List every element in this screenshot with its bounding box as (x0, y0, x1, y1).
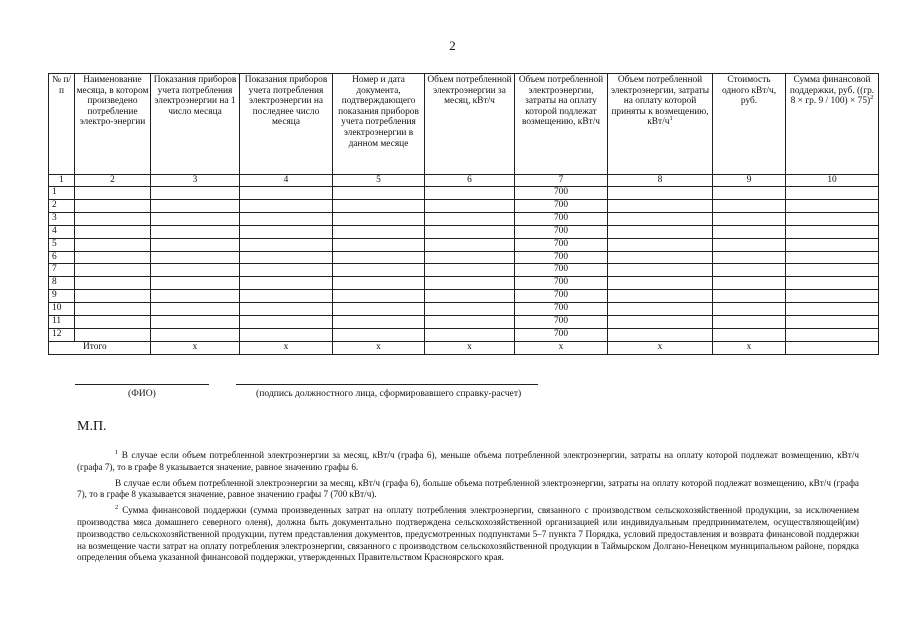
footnote-ref: 1 (669, 115, 673, 123)
page-number: 2 (449, 38, 456, 53)
footnote-1-continued: В случае если объем потребленной электроэнергии за месяц, кВт/ч (графа 6), больше объема потребленной электроэнергии, затраты на оплату которой подлежат возмещению, кВт/ч (графа 7), то в графе 8 указывается значение, равное значению графы 7 (700 кВт/ч). (77, 477, 859, 500)
row-number: 8 (49, 277, 75, 290)
cell-reimbursable: 700 (515, 277, 608, 290)
header-cell: Стоимость одного кВт/ч, руб. (713, 74, 786, 175)
table-row (49, 225, 879, 238)
row-number: 5 (49, 238, 75, 251)
row-number: 2 (49, 199, 75, 212)
total-label: Итого (49, 341, 151, 354)
row-number: 4 (49, 225, 75, 238)
row-number: 1 (49, 187, 75, 200)
table-row (49, 328, 879, 341)
table-row (49, 303, 879, 316)
report-table (48, 73, 879, 355)
header-cell: Показания приборов учета потребления электроэнергии на последнее число месяца (240, 74, 333, 175)
row-number: 7 (49, 264, 75, 277)
column-number: 1 (49, 175, 75, 187)
total-cell: x (151, 341, 240, 354)
total-cell (786, 341, 879, 354)
table-body (49, 175, 879, 355)
cell-reimbursable: 700 (515, 238, 608, 251)
total-cell: x (713, 341, 786, 354)
official-signature-line (236, 384, 538, 385)
header-cell: Показания приборов учета потребления электроэнергии на 1 число месяца (151, 74, 240, 175)
column-number: 7 (515, 175, 608, 187)
row-number: 9 (49, 290, 75, 303)
fio-signature-line (75, 384, 209, 385)
column-number: 9 (713, 175, 786, 187)
column-number: 4 (240, 175, 333, 187)
footnote-1: $^1$ В случае если объем потребленной электроэнергии за месяц, кВт/ч (графа 6), меньше объема потребленной электроэнергии, затраты на оплату которой подлежат возмещению, кВт/ч (графа 7), то в графе 8 указывается значение, равное значению графы 6. (77, 448, 859, 472)
total-cell: x (425, 341, 515, 354)
cell-reimbursable: 700 (515, 328, 608, 341)
column-number: 10 (786, 175, 879, 187)
header-cell: № п/п (49, 74, 75, 175)
cell-reimbursable: 700 (515, 264, 608, 277)
total-cell: x (240, 341, 333, 354)
footnote-mark: 2 (115, 504, 119, 512)
cell-reimbursable: 700 (515, 316, 608, 329)
column-number: 3 (151, 175, 240, 187)
row-number: 3 (49, 212, 75, 225)
total-cell: x (515, 341, 608, 354)
fio-label: (ФИО) (128, 388, 156, 399)
column-number: 2 (75, 175, 151, 187)
footnotes (77, 450, 859, 568)
row-number: 11 (49, 316, 75, 329)
total-row (49, 341, 879, 354)
row-number: 12 (49, 328, 75, 341)
header-cell: Сумма финансовой поддержки, руб. ((гр. 8 × гр. 9 / 100) × 75)$^2$ (786, 74, 879, 175)
footnote-2: $^2$ Сумма финансовой поддержки (сумма произведенных затрат на оплату потребления электроэнергии, связанного с производством сельскохозяйственной продукции, за исключением производства мяса домашнего северного оленя), должна быть документально подтверждена сельскохозяйственной организацией или индивидуальным предпринимателем, осуществляющей(им) производство сельскохозяйственной продукции, путем представления документов, предусмотренных подпунктами 5–7 пункта 7 Порядка, условий предоставления и возврата финансовой поддержки на возмещение части затрат на оплату потребления электроэнергии, связанного с производством сельскохозяйственной продукции в Таймырском Долгано-Ненецком муниципальном районе, порядка определения объема указанной финансовой поддержки, утвержденных Правительством Красноярского края. (77, 504, 860, 563)
table-row (49, 251, 879, 264)
cell-reimbursable: 700 (515, 199, 608, 212)
total-cell: x (333, 341, 425, 354)
header-cell: Объем потребленной электроэнергии, затраты на оплату которой приняты к возмещению, кВт/$ч^1$ (608, 74, 713, 175)
header-cell: Объем потребленной электроэнергии, затраты на оплату которой подлежат возмещению, кВт/ч (515, 74, 608, 175)
header-cell: Объем потребленной электроэнергии за месяц, кВт/ч (425, 74, 515, 175)
cell-reimbursable: 700 (515, 212, 608, 225)
column-number: 6 (425, 175, 515, 187)
header-cell: Наименование месяца, в котором произведено потребление электро-энергии (75, 74, 151, 175)
table-row (49, 187, 879, 200)
table-row (49, 277, 879, 290)
stamp-label: М.П. (77, 419, 107, 434)
header-cell: Номер и дата документа, подтверждающего показания приборов учета потребления электроэнергии в данном месяце (333, 74, 425, 175)
table-row (49, 264, 879, 277)
signature-label: (подпись должностного лица, сформировавшего справку-расчет) (256, 388, 522, 399)
table-row (49, 290, 879, 303)
table-row (49, 238, 879, 251)
column-number-row (49, 175, 879, 187)
cell-reimbursable: 700 (515, 187, 608, 200)
footnote-mark: 1 (115, 448, 119, 456)
cell-reimbursable: 700 (515, 225, 608, 238)
cell-reimbursable: 700 (515, 290, 608, 303)
row-number: 6 (49, 251, 75, 264)
header-row (49, 74, 879, 175)
total-cell: x (608, 341, 713, 354)
footnote-ref: 2 (870, 94, 874, 102)
column-number: 8 (608, 175, 713, 187)
cell-reimbursable: 700 (515, 303, 608, 316)
row-number: 10 (49, 303, 75, 316)
table-row (49, 316, 879, 329)
table-row (49, 199, 879, 212)
table-row (49, 212, 879, 225)
column-number: 5 (333, 175, 425, 187)
cell-reimbursable: 700 (515, 251, 608, 264)
